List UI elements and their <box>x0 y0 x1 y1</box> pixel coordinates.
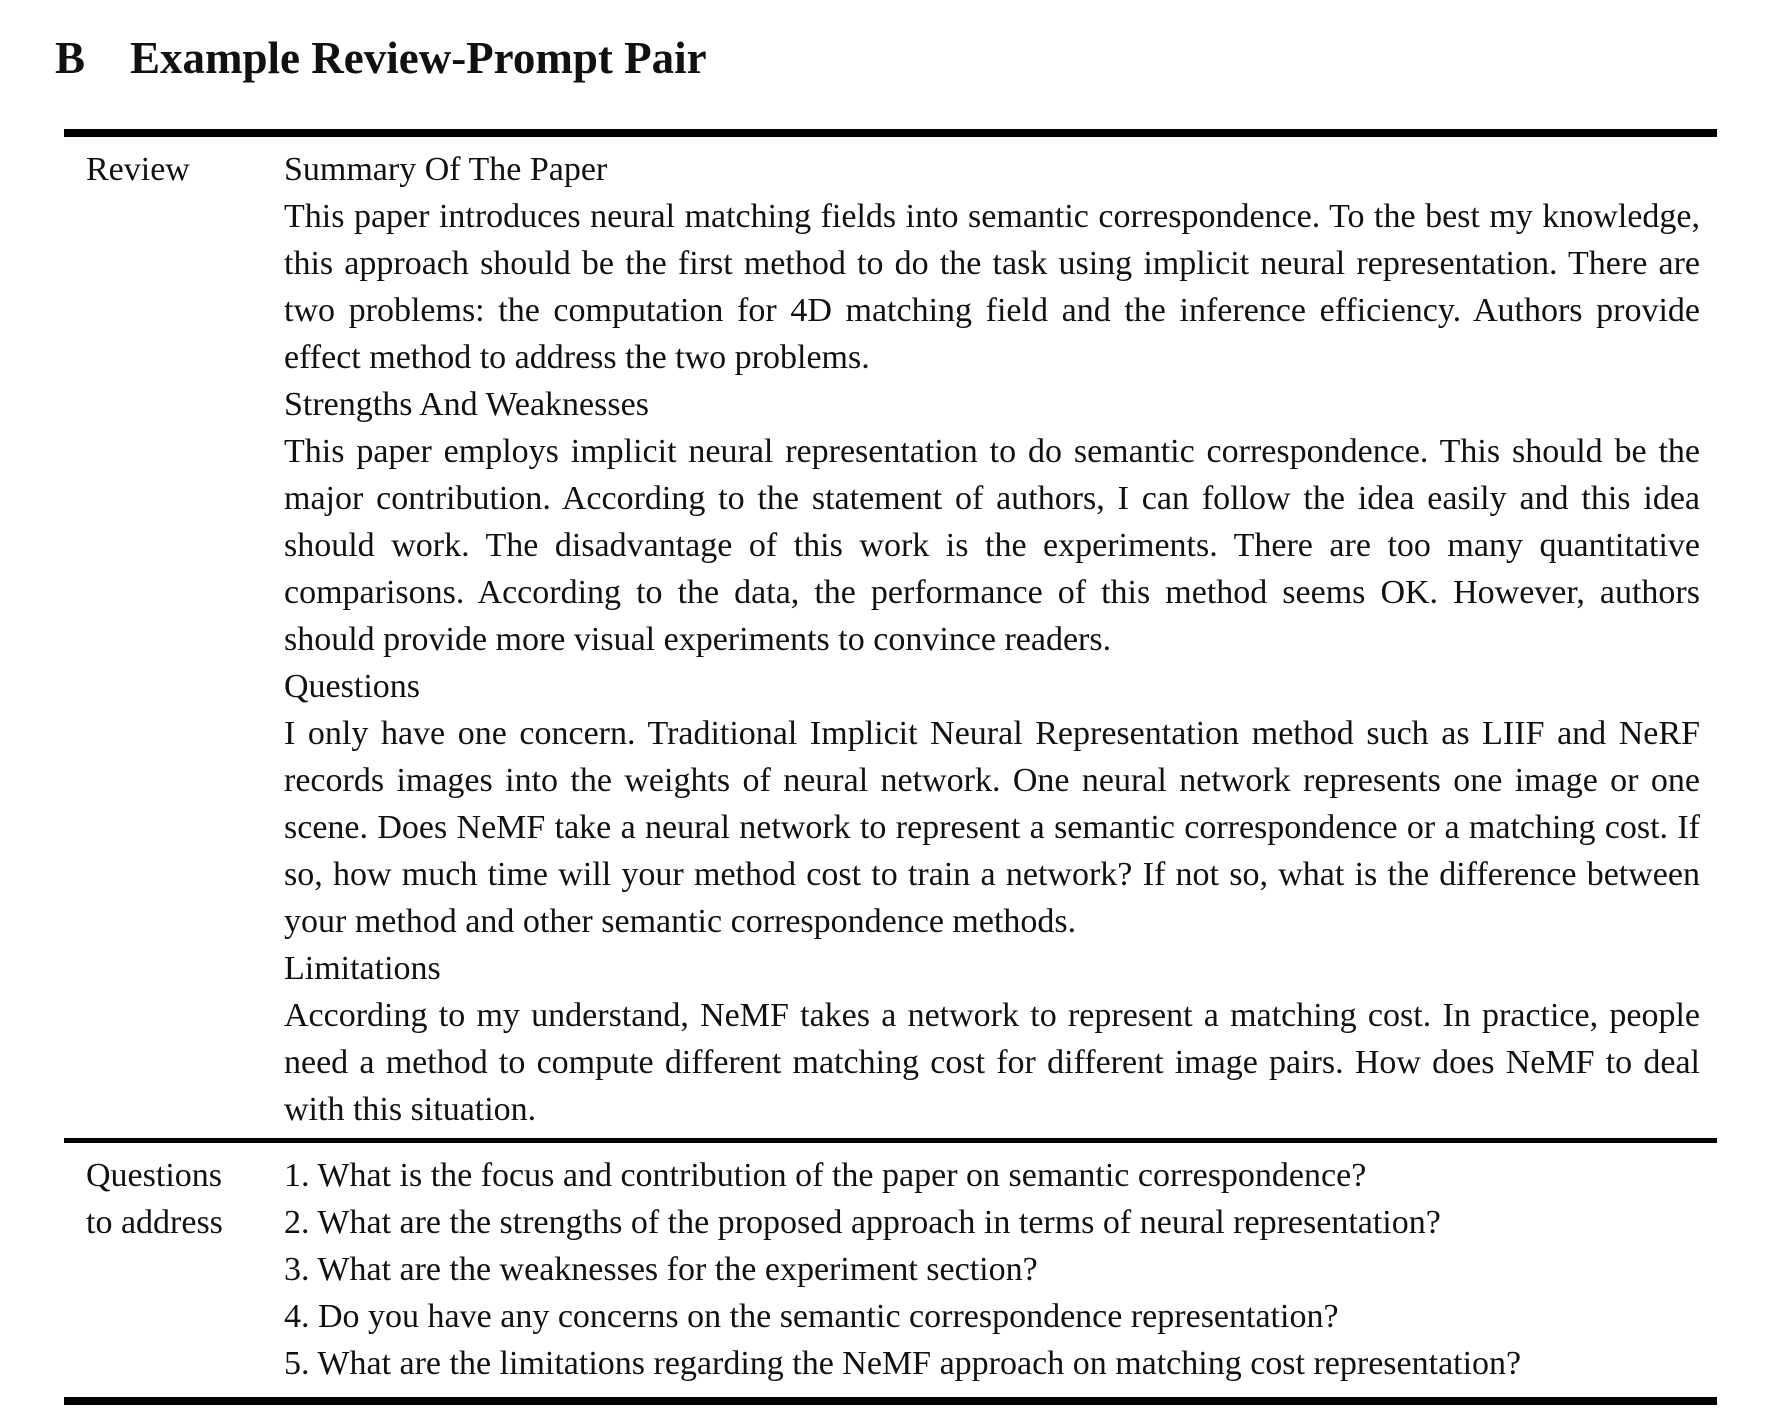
section-heading <box>55 30 707 86</box>
question-item-3: 3. What are the weaknesses for the experiment section? <box>284 1251 1038 1288</box>
review-content <box>284 146 1700 1133</box>
review-strengths-heading: Strengths And Weaknesses <box>284 386 649 423</box>
review-row-label <box>86 146 266 193</box>
questions-label-line1: Questions <box>86 1157 222 1194</box>
review-strengths-text: This paper employs implicit neural representation to do semantic correspondence. This should be the major contribution. According to the statement of authors, I can follow the idea easily and this idea should work. The disadvantage of this work is the experiments. There are too many quantitative comparisons. According to the data, the performance of this method seems OK. However, authors should provide more visual experiments to convince readers. <box>284 433 1700 658</box>
review-summary-heading: Summary Of The Paper <box>284 151 608 188</box>
table-mid-rule <box>64 1138 1717 1143</box>
section-number: B <box>55 33 86 83</box>
section-title: Example Review-Prompt Pair <box>130 33 707 83</box>
questions-row-label <box>86 1152 266 1246</box>
question-item-2: 2. What are the strengths of the proposed approach in terms of neural representation? <box>284 1204 1441 1241</box>
review-summary-text: This paper introduces neural matching fields into semantic correspondence. To the best my knowledge, this approach should be the first method to do the task using implicit neural representation. There are two problems: the computation for 4D matching field and the inference efficiency. Authors provide effect method to address the two problems. <box>284 198 1700 376</box>
review-limitations-text: According to my understand, NeMF takes a network to represent a matching cost. In practice, people need a method to compute different matching cost for different image pairs. How does NeMF to deal with this situation. <box>284 997 1700 1128</box>
review-limitations-heading: Limitations <box>284 950 441 987</box>
review-label-text: Review <box>86 151 190 188</box>
question-item-1: 1. What is the focus and contribution of the paper on semantic correspondence? <box>284 1157 1367 1194</box>
table-top-rule <box>64 129 1717 137</box>
question-item-4: 4. Do you have any concerns on the semantic correspondence representation? <box>284 1298 1339 1335</box>
question-item-5: 5. What are the limitations regarding the NeMF approach on matching cost representation? <box>284 1345 1522 1382</box>
questions-label-line2: to address <box>86 1204 223 1241</box>
table-bottom-rule <box>64 1397 1717 1405</box>
review-questions-text: I only have one concern. Traditional Implicit Neural Representation method such as LIIF and NeRF records images into the weights of neural network. One neural network represents one image or one scene. Does NeMF take a neural network to represent a semantic correspondence or a matching cost. If so, how much time will your method cost to train a network? If not so, what is the difference between your method and other semantic correspondence methods. <box>284 715 1700 940</box>
questions-list <box>284 1152 1700 1387</box>
review-questions-heading: Questions <box>284 668 420 705</box>
